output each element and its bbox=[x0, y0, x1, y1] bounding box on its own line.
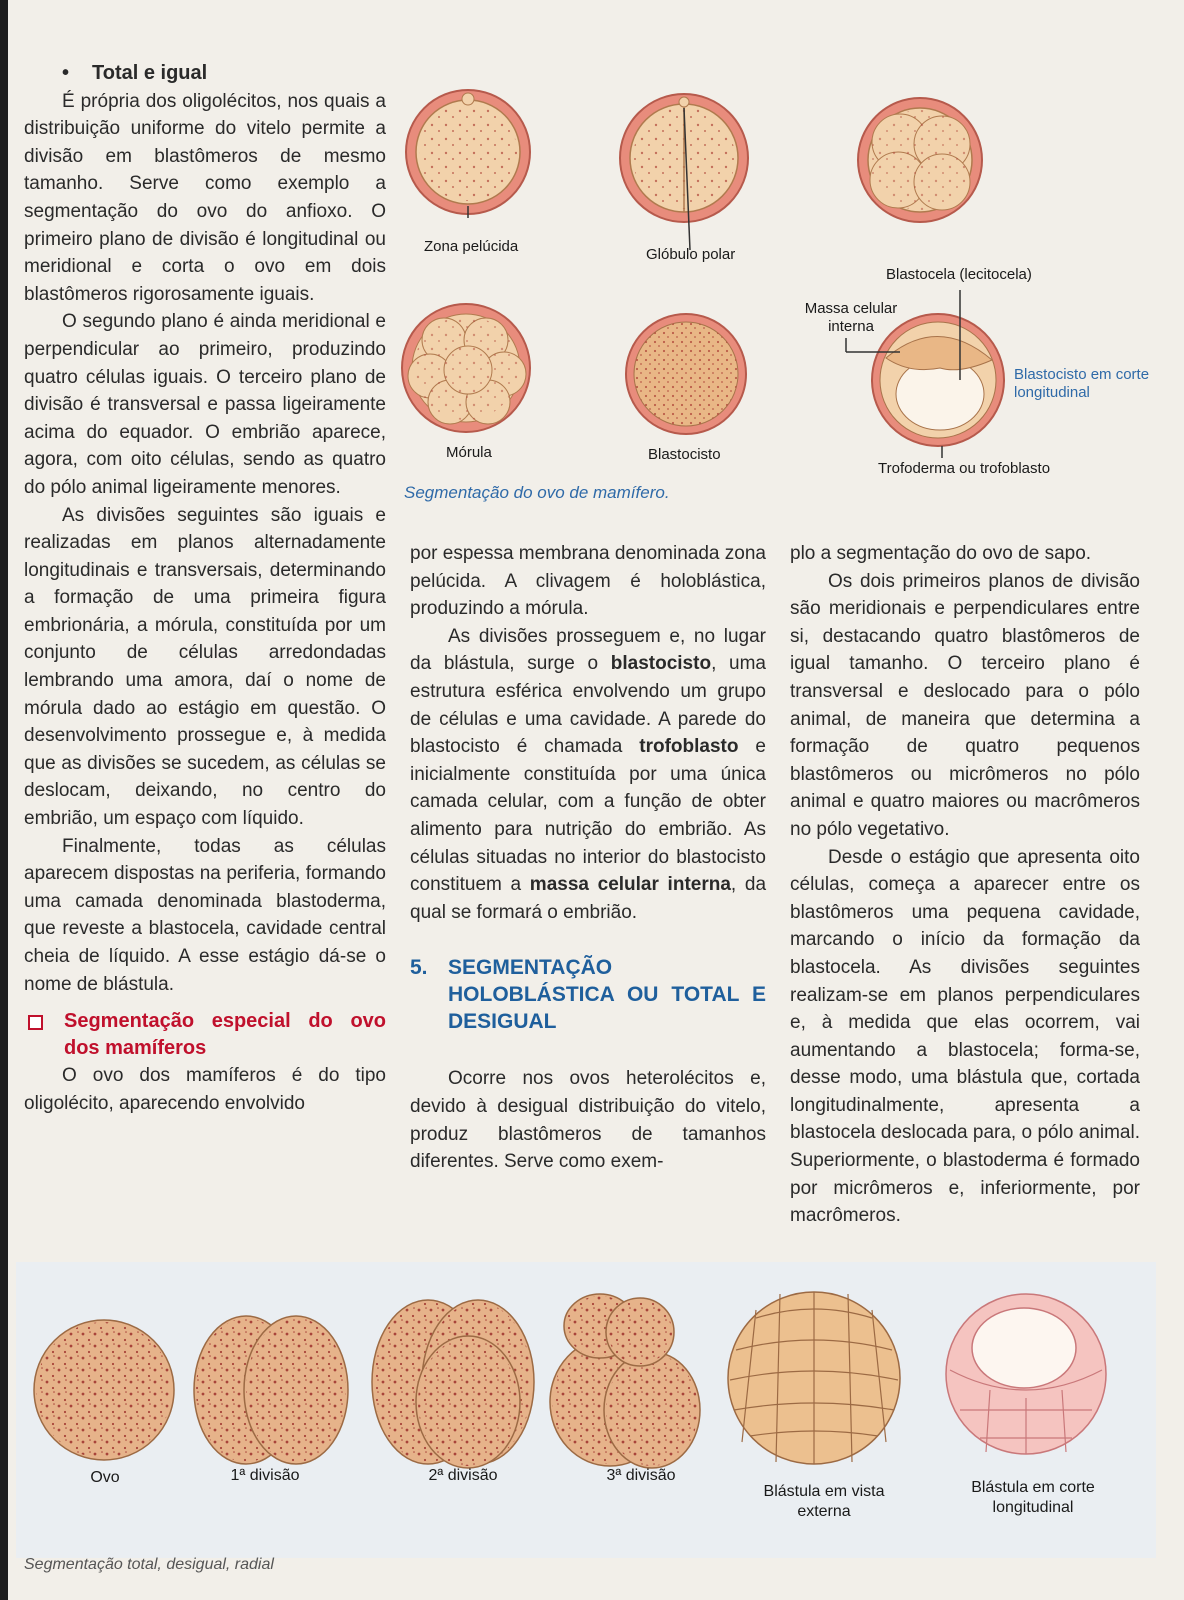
label-ovo: Ovo bbox=[90, 1469, 120, 1486]
second-division-illustration bbox=[372, 1300, 534, 1468]
paragraph: As divisões seguintes são iguais e realizadas em planos alternadamente longitudinais e transversais, determinando a formação de uma primeira figura embrionária, a mórula, constituída por um conjunto de células arredondadas lembrando uma amora, daí o nome de mórula dado ao estágio em questão. O desenvolvimento prossegue e, à medida que as divisões se sucedem, as células se deslocam, deixando, no centro do embrião, um espaço com líquido. bbox=[24, 504, 386, 830]
section-heading-5: 5. SEGMENTAÇÃO HOLOBLÁSTICA OU TOTAL E DESIGUAL bbox=[410, 956, 766, 1034]
figure-caption-desigual: Segmentação total, desigual, radial bbox=[24, 1556, 274, 1573]
label-blastula-externa: Blástula em vista externa bbox=[763, 1483, 885, 1520]
text-column-middle bbox=[410, 540, 766, 1176]
text-column-right bbox=[790, 540, 1140, 1230]
label-segunda-divisao: 2ª divisão bbox=[428, 1467, 498, 1484]
ovo-illustration bbox=[34, 1320, 174, 1460]
label-zona-pelucida: Zona pelúcida bbox=[424, 238, 519, 255]
paragraph: Os dois primeiros planos de divisão são meridionais e perpendiculares entre si, destacando quatro blastômeros de igual tamanho. O terceiro plano é transversal e deslocado para o pólo animal, de maneira que determina a formação de quatro pequenos blastômeros ou micrômeros no pólo animal e quatro maiores ou macrômeros no pólo vegetativo. bbox=[790, 570, 1140, 840]
checkbox-bullet-icon bbox=[28, 1015, 43, 1030]
figure-caption-mamifero: Segmentação do ovo de mamífero. bbox=[404, 483, 670, 502]
paragraph: plo a segmentação do ovo de sapo. bbox=[790, 543, 1092, 564]
label-trofoderma: Trofoderma ou trofoblasto bbox=[878, 460, 1051, 477]
first-division-illustration bbox=[194, 1316, 348, 1464]
paragraph: por espessa membrana denominada zona pelúcida. A clivagem é holoblástica, produzindo a mórula. bbox=[410, 543, 766, 620]
label-massa-celular: Massa celular interna bbox=[804, 300, 898, 335]
morula-illustration bbox=[402, 304, 530, 432]
label-primeira-divisao: 1ª divisão bbox=[230, 1467, 300, 1484]
blastula-external-illustration bbox=[728, 1292, 900, 1464]
egg-four-cell bbox=[858, 98, 982, 222]
label-globulo-polar: Glóbulo polar bbox=[646, 246, 736, 263]
egg-zona-pelucida bbox=[406, 90, 530, 218]
page-binding-edge bbox=[0, 0, 8, 1600]
section-heading-total-igual: • Total e igual bbox=[24, 60, 386, 88]
egg-two-cell bbox=[620, 94, 748, 250]
paragraph: O segundo plano é ainda meridional e perpendicular ao primeiro, produzindo quatro células iguais. O terceiro plano de divisão é transversal e passa ligeiramente acima do equador. O embrião aparece, agora, com oito células, sendo as quatro do pólo animal ligeiramente menores. bbox=[24, 311, 386, 498]
paragraph: O ovo dos mamíferos é do tipo oligolécito, aparecendo envolvido bbox=[24, 1065, 386, 1114]
unequal-segmentation-figure bbox=[20, 1270, 1150, 1470]
mammal-segmentation-figure bbox=[400, 78, 1160, 478]
label-terceira-divisao: 3ª divisão bbox=[606, 1467, 676, 1484]
section-heading-mamiferos: Segmentação especial do ovo dos mamíferos bbox=[24, 1008, 386, 1062]
paragraph: Ocorre nos ovos heterolécitos e, devido à desigual distribuição do vitelo, produz blastômeros de tamanhos diferentes. Serve como exem- bbox=[410, 1068, 766, 1173]
paragraph: As divisões prosseguem e, no lugar da blástula, surge o blastocisto, uma estrutura esférica envolvendo um grupo de células e uma cavidade. A parede do blastocisto é chamada trofoblasto e inicialmente constituída por uma única camada celular, com a função de obter alimento para nutrição do embrião. As células situadas no interior do blastocisto constituem a massa celular interna, da qual se formará o embrião. bbox=[410, 625, 767, 923]
label-morula: Mórula bbox=[446, 444, 492, 461]
label-blastula-corte: Blástula em corte longitudinal bbox=[971, 1479, 1095, 1516]
third-division-illustration bbox=[550, 1294, 700, 1468]
paragraph: Finalmente, todas as células aparecem dispostas na periferia, formando uma camada denominada blastoderma, que reveste a blastocela, cavidade central cheia de líquido. A esse estágio dá-se o nome de blástula. bbox=[24, 835, 386, 995]
label-blastocela: Blastocela (lecitocela) bbox=[886, 266, 1032, 283]
paragraph: É própria dos oligolécitos, nos quais a distribuição uniforme do vitelo permite a divisão em blastômeros de mesmo tamanho. Serve como exemplo a segmentação do ovo do anfioxo. O primeiro plano de divisão é longitudinal ou meridional e corta o ovo em dois blastômeros rigorosamente iguais. bbox=[24, 90, 386, 305]
blastula-section-illustration bbox=[946, 1294, 1106, 1454]
paragraph: Desde o estágio que apresenta oito células, começa a aparecer entre os blastômeros uma pequena cavidade, marcando o início da formação da blastocela. As divisões seguintes realizam-se em planos perpendiculares e, à medida que elas ocorrem, vai aumentando a blastocela; forma-se, desse modo, uma blástula que, cortada longitudinalmente, apresenta a blastocela deslocada para, o pólo animal. Superiormente, o blastoderma é formado por micrômeros e, inferiormente, por macrômeros. bbox=[790, 846, 1140, 1227]
label-blastocisto: Blastocisto bbox=[648, 446, 721, 463]
label-blastocisto-corte: Blastocisto em corte longitudinal bbox=[1014, 366, 1150, 401]
text-column-left bbox=[24, 60, 386, 1117]
blastocisto-illustration bbox=[626, 314, 746, 434]
